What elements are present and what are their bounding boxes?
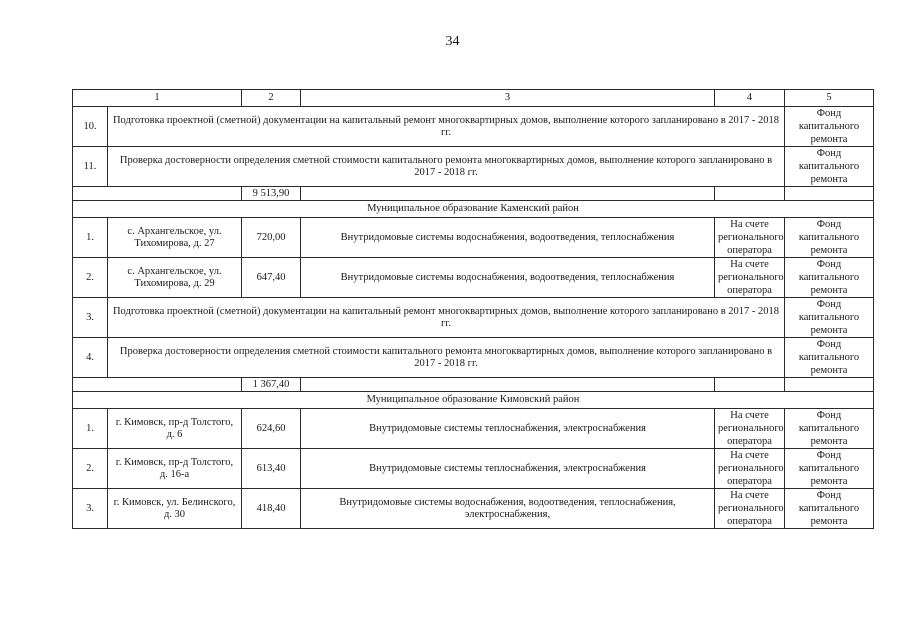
funding-source: Фонд капитального ремонта — [785, 258, 874, 298]
header-cell-1: 1 — [73, 90, 242, 107]
table-row — [73, 218, 874, 258]
object-works: Внутридомовые системы водоснабжения, водоотведения, теплоснабжения — [301, 218, 715, 258]
municipality-title: Муниципальное образование Каменский район — [73, 201, 874, 218]
object-address: г. Кимовск, пр-д Толстого, д. 16-а — [108, 449, 242, 489]
row-number: 1. — [73, 409, 108, 449]
row-number: 1. — [73, 218, 108, 258]
row-number: 3. — [73, 298, 108, 338]
funding-source: Фонд капитального ремонта — [785, 489, 874, 529]
object-works: Внутридомовые системы теплоснабжения, электроснабжения — [301, 449, 715, 489]
object-address: с. Архангельское, ул. Тихомирова, д. 27 — [108, 218, 242, 258]
page-number: 34 — [445, 34, 460, 49]
row-number: 3. — [73, 489, 108, 529]
subtotal-empty — [785, 187, 874, 201]
header-cell-5: 5 — [785, 90, 874, 107]
object-works: Внутридомовые системы водоснабжения, водоотведения, теплоснабжения — [301, 258, 715, 298]
table-header-row — [73, 90, 874, 107]
header-cell-2: 2 — [242, 90, 301, 107]
repair-program-table — [72, 89, 874, 529]
object-address: г. Кимовск, ул. Белинского, д. 30 — [108, 489, 242, 529]
funding-source: Фонд капитального ремонта — [785, 107, 874, 147]
object-amount: 624,60 — [242, 409, 301, 449]
row-number: 2. — [73, 258, 108, 298]
account-type: На счете регионального оператора — [715, 258, 785, 298]
funding-source: Фонд капитального ремонта — [785, 409, 874, 449]
subtotal-amount: 9 513,90 — [242, 187, 301, 201]
subtotal-row — [73, 378, 874, 392]
funding-source: Фонд капитального ремонта — [785, 338, 874, 378]
subtotal-amount: 1 367,40 — [242, 378, 301, 392]
funding-source: Фонд капитального ремонта — [785, 147, 874, 187]
subtotal-row — [73, 187, 874, 201]
object-amount: 418,40 — [242, 489, 301, 529]
row-number: 2. — [73, 449, 108, 489]
municipality-heading-row — [73, 392, 874, 409]
row-number: 10. — [73, 107, 108, 147]
object-amount: 720,00 — [242, 218, 301, 258]
municipality-title: Муниципальное образование Кимовский район — [73, 392, 874, 409]
subtotal-empty — [301, 378, 715, 392]
municipality-heading-row — [73, 201, 874, 218]
object-amount: 613,40 — [242, 449, 301, 489]
row-description: Подготовка проектной (сметной) документации на капитальный ремонт многоквартирных домов, выполнение которого запланировано в 2017 - 2018 гг. — [108, 107, 785, 147]
subtotal-empty — [715, 378, 785, 392]
header-cell-3: 3 — [301, 90, 715, 107]
row-number: 11. — [73, 147, 108, 187]
account-type: На счете регионального оператора — [715, 218, 785, 258]
table-row — [73, 258, 874, 298]
table-row — [73, 489, 874, 529]
table-row — [73, 338, 874, 378]
row-description: Проверка достоверности определения сметной стоимости капитального ремонта многоквартирных домов, выполнение которого запланировано в 2017 - 2018 гг. — [108, 147, 785, 187]
row-number: 4. — [73, 338, 108, 378]
table-row — [73, 298, 874, 338]
object-address: г. Кимовск, пр-д Толстого, д. 6 — [108, 409, 242, 449]
object-address: с. Архангельское, ул. Тихомирова, д. 29 — [108, 258, 242, 298]
object-works: Внутридомовые системы теплоснабжения, электроснабжения — [301, 409, 715, 449]
header-cell-4: 4 — [715, 90, 785, 107]
row-description: Подготовка проектной (сметной) документации на капитальный ремонт многоквартирных домов, выполнение которого запланировано в 2017 - 2018 гг. — [108, 298, 785, 338]
funding-source: Фонд капитального ремонта — [785, 298, 874, 338]
table-row — [73, 449, 874, 489]
account-type: На счете регионального оператора — [715, 489, 785, 529]
subtotal-empty — [785, 378, 874, 392]
subtotal-empty — [73, 378, 242, 392]
table-row — [73, 107, 874, 147]
row-description: Проверка достоверности определения сметной стоимости капитального ремонта многоквартирных домов, выполнение которого запланировано в 2017 - 2018 гг. — [108, 338, 785, 378]
subtotal-empty — [301, 187, 715, 201]
subtotal-empty — [715, 187, 785, 201]
object-amount: 647,40 — [242, 258, 301, 298]
table-row — [73, 409, 874, 449]
account-type: На счете регионального оператора — [715, 409, 785, 449]
account-type: На счете регионального оператора — [715, 449, 785, 489]
object-works: Внутридомовые системы водоснабжения, водоотведения, теплоснабжения, электроснабжения, — [301, 489, 715, 529]
table-row — [73, 147, 874, 187]
subtotal-empty — [73, 187, 242, 201]
funding-source: Фонд капитального ремонта — [785, 449, 874, 489]
funding-source: Фонд капитального ремонта — [785, 218, 874, 258]
